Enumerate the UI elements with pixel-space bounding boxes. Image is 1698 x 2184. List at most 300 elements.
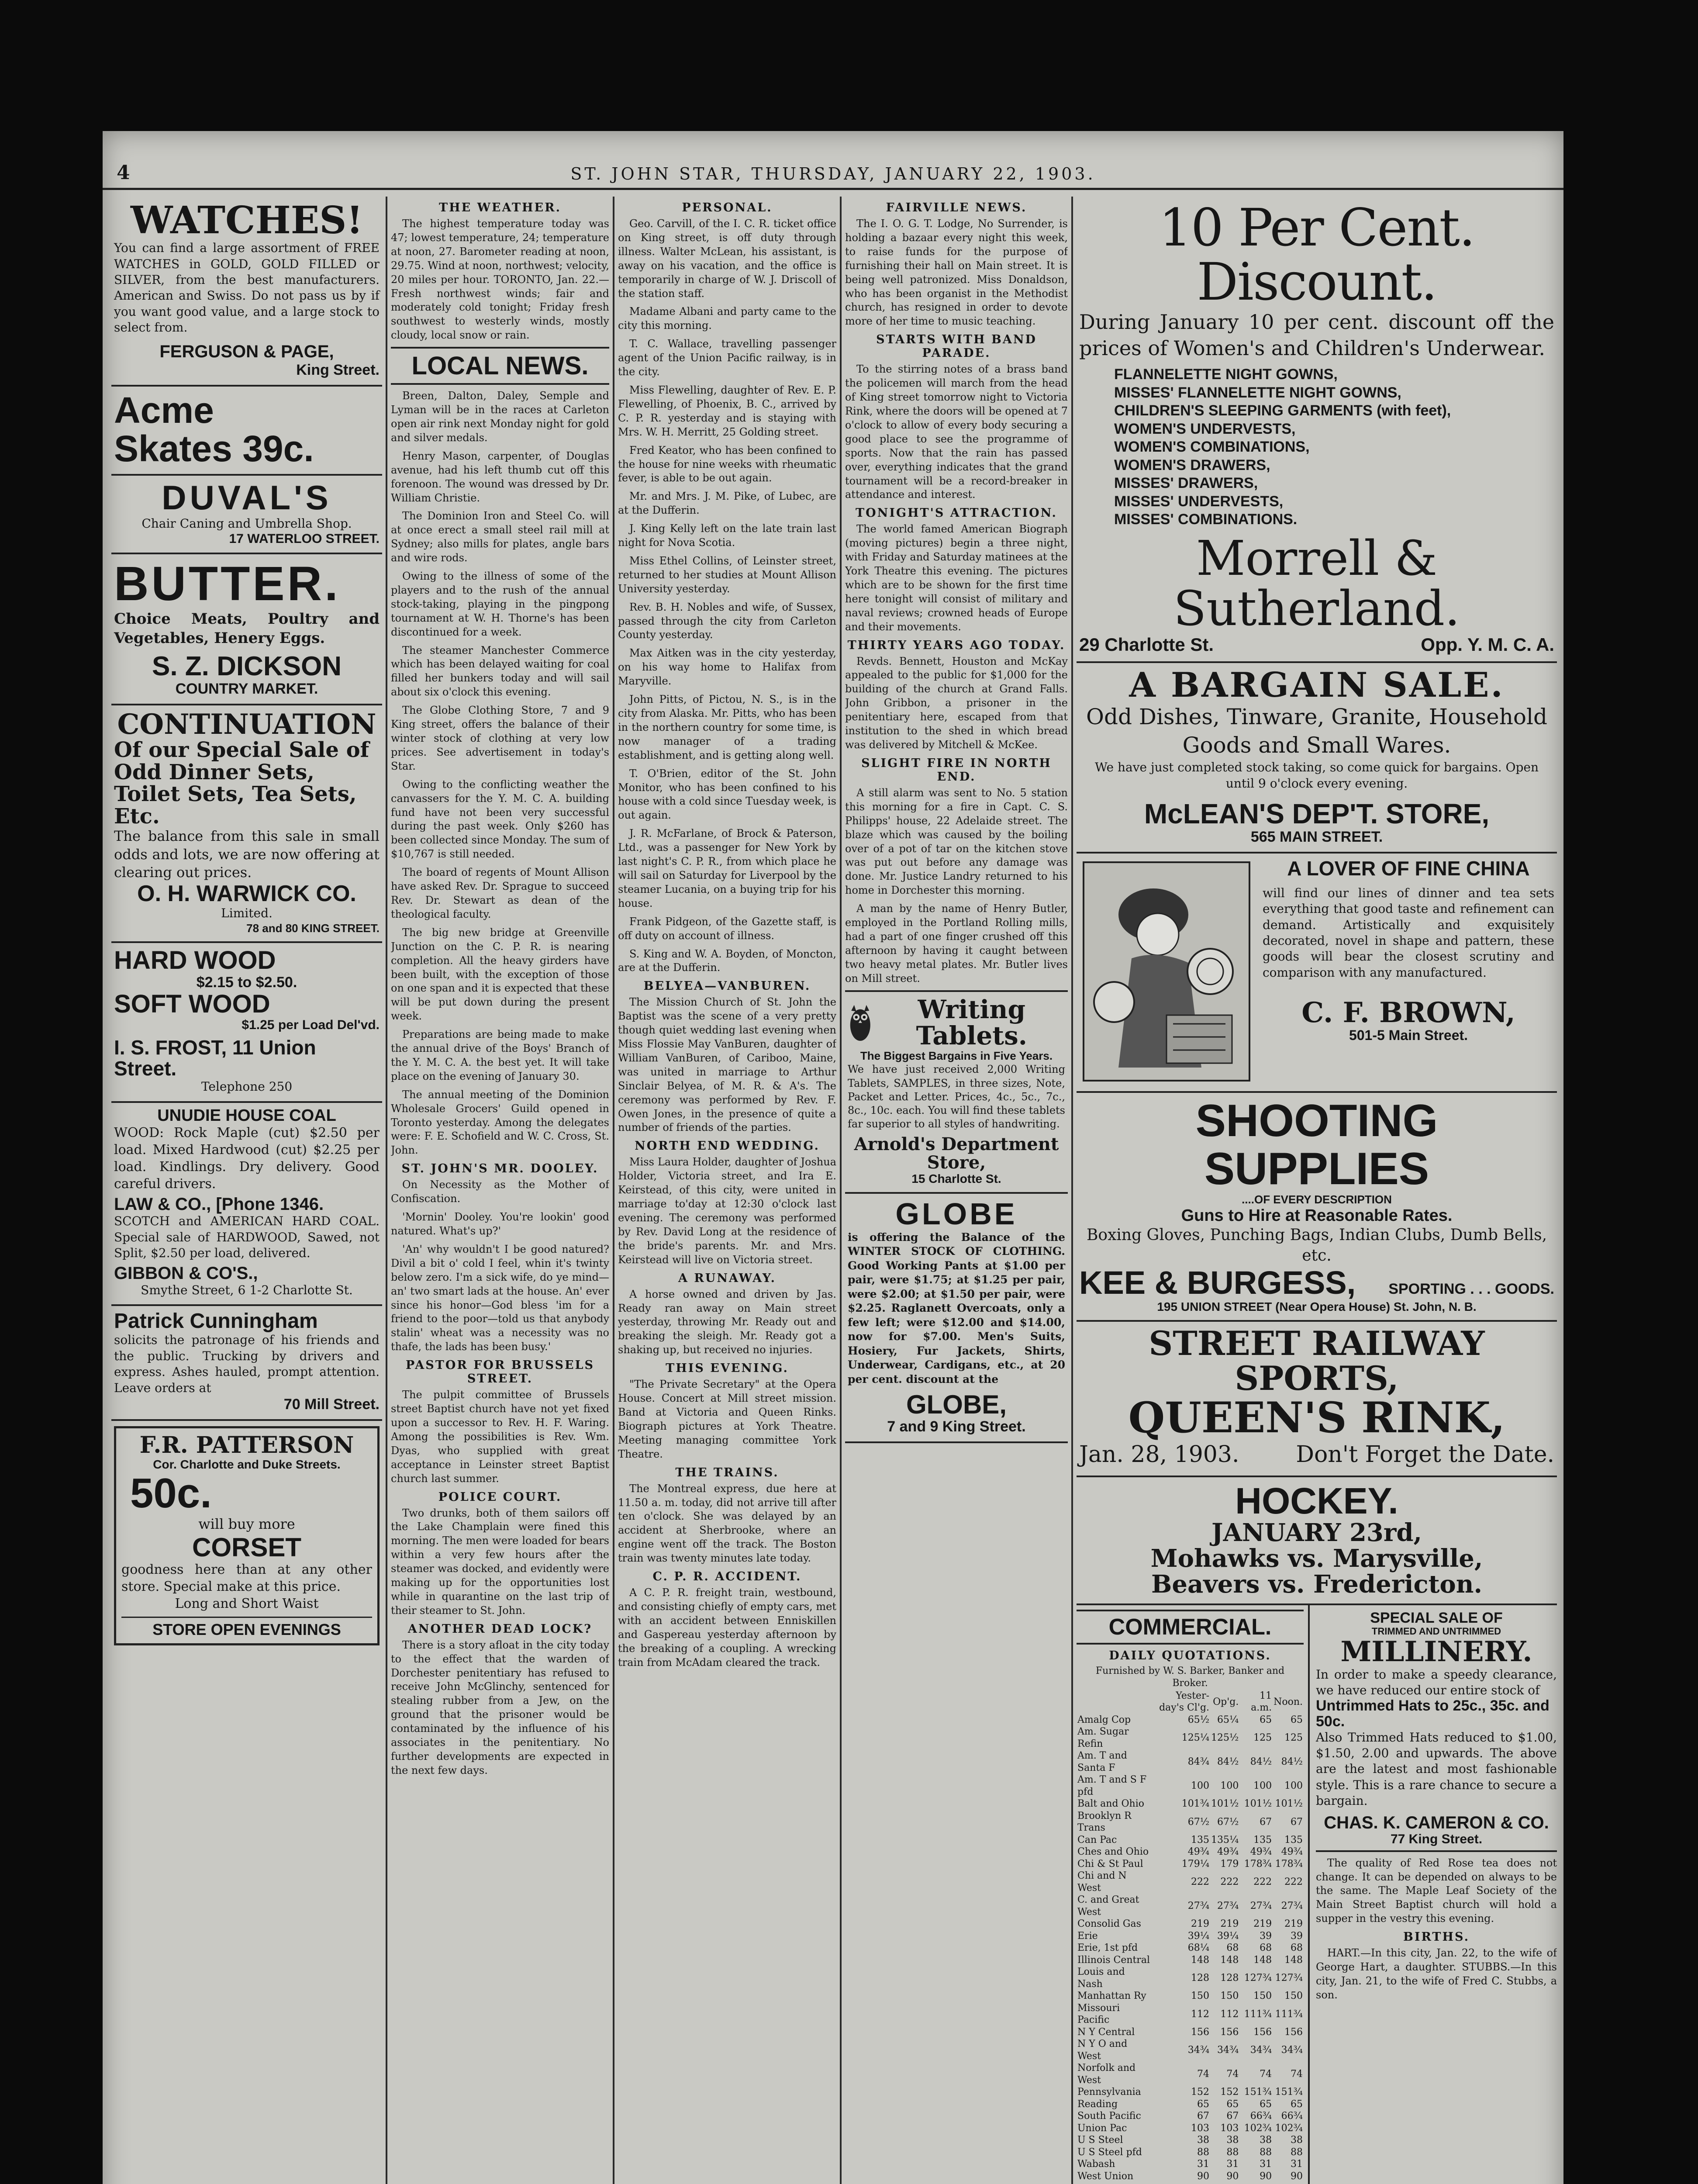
quote-value: 38	[1260, 2135, 1272, 2146]
globe-body: is offering the Balance of the WINTER STOCK OF CLOTHING. Good Working Pants at $1.00 per pair, were $1.75; at $1.25 per pair, were $2.00; at $1.50 per pair, were $2.25. Raglanett Overcoats, only a few left; were $12.00 and $14.00, now for $7.00. Men's Suits, Hosiery, Fur Jackets, Shirts, Underwear, Cardigans, etc., at 20 per cent. discount at the	[848, 1230, 1065, 1386]
quote-stock-name: Chi & St Paul	[1077, 1858, 1143, 1870]
personal-item: Miss Ethel Collins, of Leinster street, returned to her studies at Mount Allison University yesterday.	[618, 554, 836, 595]
quote-value: 152	[1220, 2087, 1239, 2098]
dickson-sub: COUNTRY MARKET.	[175, 681, 318, 698]
shooting-ad	[1077, 1093, 1557, 1322]
quote-value: 49¾	[1250, 1846, 1272, 1858]
local-news-item: Owing to the illness of some of the players and to the rush of the annual stock-taking, playing in the pingpong tournament at W. H. Thorne's has been discontinued for a week.	[391, 570, 609, 638]
quote-value: 31	[1197, 2159, 1210, 2170]
dooley-head: ST. JOHN'S MR. DOOLEY.	[401, 1162, 599, 1176]
thirty-text: Revds. Bennett, Houston and McKay appealed to the public for $1,000 for the building of the church at Grand Falls. John Gribbon, a prisoner in the penitentiary here, escaped from that institution to the shed in which bread was delivered by Mitchell & McKee.	[845, 655, 1068, 751]
band-text: To the stirring notes of a brass band the policemen will march from the head of King street tomorrow night to Victoria Rink, where the doors will be opened at 7 o'clock to allow of every body securing a good place to see the programme of sports. Now that the rain has passed over, everything indicates that the grand tournament will be a record-breaker in attendance and interest.	[845, 363, 1068, 501]
discount-item: WOMEN'S COMBINATIONS,	[1114, 439, 1310, 456]
quote-value: 39¼	[1187, 1930, 1210, 1942]
quote-value: 67½	[1217, 1816, 1239, 1828]
discount-item: MISSES' COMBINATIONS.	[1114, 511, 1298, 528]
quote-value: 125½	[1211, 1732, 1239, 1744]
personal-item: Madame Albani and party came to the city this morning.	[618, 305, 836, 332]
northend-text: Miss Laura Holder, daughter of Joshua Holder, Victoria street, and Ira E. Keirstead, of this city, were united in marriage to'day at 12:30 o'clock last evening. The ceremony was performed by Rev. David Long at the residence of the bride's parents. Mr. and Mrs. Keirstead will live on Victoria street.	[618, 1156, 836, 1266]
quote-value: 102¾	[1275, 2122, 1303, 2134]
commercial-sub: DAILY QUOTATIONS.	[1109, 1648, 1271, 1662]
quotes-table	[1077, 1690, 1304, 2183]
quote-value: 100	[1191, 1780, 1210, 1792]
millinery-body: In order to make a speedy clearance, we have reduced our entire stock of	[1316, 1667, 1557, 1697]
page-header	[103, 162, 1563, 190]
discount-item: FLANNELETTE NIGHT GOWNS,	[1114, 366, 1338, 383]
police-text: Two drunks, both of them sailors off the Lake Champlain were fined this morning. The men were loaded for bears within a very few hours after the steamer was docked, and evidently were making up for the opportunities lost while in quarantine on the last trip of their steamer to St. John.	[391, 1507, 609, 1617]
bargain-goods: Odd Dishes, Tinware, Granite, Household Goods and Small Wares.	[1086, 704, 1548, 758]
china-text	[1263, 858, 1554, 1085]
quote-stock-name: Wabash	[1077, 2159, 1115, 2170]
quote-stock-name: N Y Central	[1077, 2026, 1135, 2038]
notes-text: The quality of Red Rose tea does not change. It can be depended on always to be the same. The Maple Leaf Society of the Main Street Baptist church will hold a supper in the vestry this evening.	[1316, 1856, 1557, 1925]
column-4-news	[845, 197, 1068, 2184]
quote-value: 67	[1197, 2111, 1210, 2122]
local-news-item: Preparations are being made to make the annual drive of the Boys' Branch of the Y. M. C. A. the best yet. It will take place on the evening of January 30.	[391, 1028, 609, 1082]
gibbon-name: GIBBON & CO'S.,	[114, 1263, 258, 1283]
cunningham-ad	[111, 1306, 382, 1421]
quote-value: 49¾	[1187, 1846, 1210, 1858]
quote-value: 222	[1284, 1876, 1303, 1888]
shooting-items: Boxing Gloves, Punching Bags, Indian Clubs, Dumb Bells, etc.	[1086, 1226, 1547, 1265]
quote-value: 125	[1253, 1732, 1272, 1744]
ferguson-street: King Street.	[296, 361, 380, 378]
hockey-date: JANUARY 23rd,	[1211, 1518, 1422, 1548]
quote-stock-name: N Y O and West	[1077, 2039, 1128, 2062]
quote-stock-name: Erie	[1077, 1930, 1098, 1942]
discount-ad	[1077, 197, 1557, 663]
butler-text: A man by the name of Henry Butler, employed in the Portland Rolling mills, had a part of one finger crushed off this afternoon by having it caught between two heavy metal plates. Mr. Butler lives on Mill street.	[845, 902, 1068, 985]
quote-value: 38	[1226, 2135, 1239, 2146]
rink-ad	[1077, 1322, 1557, 1477]
weather-text: The highest temperature today was 47; lowest temperature, 24; temperature at noon, 27. Barometer reading at noon, 29.75. Wind at noon, northwest; velocity, 20 miles per hour. TORONTO, Jan. 22.—Fresh northwest winds; fair and moderately cold tonight; Friday fresh southwest to westerly winds, mostly cloudy, local snow or rain.	[391, 218, 609, 342]
bottom-row	[1077, 1605, 1557, 2184]
column-5-ads	[1077, 197, 1557, 2184]
quote-value: 38	[1291, 2135, 1303, 2146]
coal-ad	[111, 1103, 382, 1306]
quote-value: 49¾	[1217, 1846, 1239, 1858]
arnold-name: Arnold's Department Store,	[854, 1134, 1059, 1173]
quote-row	[1077, 2170, 1304, 2183]
local-news-item: The board of regents of Mount Allison have asked Rev. Dr. Sprague to succeed Rev. Dr. Stewart as dean of the theological faculty.	[391, 866, 609, 920]
quote-value: 88	[1291, 2146, 1303, 2158]
quote-row	[1077, 2086, 1304, 2098]
china-title: A LOVER OF FINE CHINA	[1287, 857, 1530, 880]
patterson-ad	[114, 1426, 380, 1645]
personal-item: John Pitts, of Pictou, N. S., is in the city from Alaska. Mr. Pitts, who has been in the northern country for some time, is now manager of a trading establishment, and is getting along well.	[618, 693, 836, 761]
brown-name: C. F. BROWN,	[1301, 996, 1515, 1030]
quote-stock-name: Am. Sugar Refin	[1077, 1726, 1129, 1749]
quote-value: 67	[1260, 1816, 1272, 1828]
quote-value: 100	[1253, 1780, 1272, 1792]
globe-footer: GLOBE,	[906, 1390, 1007, 1420]
quote-value: 27¾	[1250, 1901, 1272, 1912]
butter-title: BUTTER.	[114, 557, 341, 611]
quote-stock-name: Missouri Pacific	[1077, 2002, 1120, 2026]
kee-goods: SPORTING . . . GOODS.	[1388, 1281, 1554, 1298]
fire-head: SLIGHT FIRE IN NORTH END.	[861, 756, 1052, 784]
column-rule	[613, 197, 614, 2184]
discount-item: MISSES' FLANNELETTE NIGHT GOWNS,	[1114, 384, 1401, 401]
gibbon-addr: Smythe Street, 6 1-2 Charlotte St.	[141, 1282, 353, 1297]
quote-value: 100	[1220, 1780, 1239, 1792]
quote-value: 112	[1220, 2008, 1239, 2020]
morrell-address-row	[1079, 634, 1554, 655]
discount-title: 10 Per Cent. Discount.	[1159, 197, 1475, 312]
quote-value: 156	[1191, 2026, 1210, 2038]
quote-row	[1077, 1834, 1304, 1846]
morrell-addr: 29 Charlotte St.	[1079, 634, 1214, 655]
personal-item: S. King and W. A. Boyden, of Moncton, are at the Dufferin.	[618, 947, 836, 974]
quotes-header-row	[1077, 1690, 1304, 1714]
quote-row	[1077, 1846, 1304, 1858]
quote-value: 34¾	[1217, 2045, 1239, 2056]
quote-value: 103	[1220, 2122, 1239, 2134]
millinery-section	[1316, 1605, 1557, 2184]
fairville-head: FAIRVILLE NEWS.	[886, 201, 1027, 214]
hardwood-label: HARD WOOD	[114, 946, 276, 975]
quote-value: 38	[1197, 2135, 1210, 2146]
page-number: 4	[117, 162, 130, 184]
morrell-opp: Opp. Y. M. C. A.	[1421, 634, 1554, 655]
masthead-line: ST. JOHN STAR, THURSDAY, JANUARY 22, 1903.	[570, 164, 1096, 183]
quote-value: 148	[1220, 1954, 1239, 1966]
millinery-hats: Untrimmed Hats to 25c., 35c. and 50c.	[1316, 1697, 1550, 1730]
discount-body: During January 10 per cent. discount off the prices of Women's and Children's Underwear.	[1079, 310, 1554, 360]
quote-value: 222	[1253, 1876, 1272, 1888]
quote-row	[1077, 1714, 1304, 1726]
quote-stock-name: Can Pac	[1077, 1834, 1117, 1845]
quote-value: 88	[1260, 2146, 1272, 2158]
local-news-item: The annual meeting of the Dominion Wholesale Grocers' Guild opened in Toronto yesterday. Among the delegates were: F. E. Schofield and W. C. Cross, St. John.	[391, 1088, 609, 1157]
quote-value: 152	[1191, 2087, 1210, 2098]
patterson-name: F.R. PATTERSON	[139, 1431, 354, 1458]
quote-value: 103	[1191, 2122, 1210, 2134]
police-head: POLICE COURT.	[438, 1490, 562, 1504]
rink-date: Jan. 28, 1903.	[1079, 1441, 1239, 1468]
quote-value: 39	[1260, 1930, 1272, 1942]
mclean-addr: 565 MAIN STREET.	[1250, 829, 1383, 846]
pastor-text: The pulpit committee of Brussels street Baptist church have not yet fixed upon a successor to Rev. H. F. Waring. Among the possibilities is Rev. Wm. Dyas, who supplied with great acceptance in Leinster street Baptist church last summer.	[391, 1389, 609, 1485]
patterson-body: goodness here than at any other store. Special make at this price.	[121, 1562, 372, 1594]
quote-value: 219	[1284, 1918, 1303, 1930]
quote-value: 156	[1220, 2026, 1239, 2038]
quote-value: 34¾	[1281, 2045, 1303, 2056]
quote-value: 34¾	[1187, 2045, 1210, 2056]
quote-stock-name: Illinois Central	[1077, 1954, 1150, 1966]
quote-row	[1077, 1954, 1304, 1966]
quote-stock-name: Ches and Ohio	[1077, 1846, 1149, 1858]
local-news-item: The Dominion Iron and Steel Co. will at once erect a small steel rail mill at Sydney; also mills for plates, angle bars and wire rods.	[391, 510, 609, 564]
quote-stock-name: Pennsylvania	[1077, 2087, 1141, 2098]
discount-item: CHILDREN'S SLEEPING GARMENTS (with feet),	[1114, 402, 1451, 419]
commercial-section	[1077, 1605, 1310, 2184]
personal-list	[618, 217, 836, 975]
railway-title: STREET RAILWAY SPORTS,	[1149, 1324, 1485, 1398]
quote-value: 178¾	[1275, 1858, 1303, 1870]
quote-value: 135	[1253, 1834, 1272, 1845]
thirty-head: THIRTY YEARS AGO TODAY.	[847, 638, 1066, 652]
quote-value: 219	[1191, 1918, 1210, 1930]
brown-addr: 501-5 Main Street.	[1349, 1027, 1468, 1044]
quotes-column-header	[1077, 1690, 1153, 1714]
rink-date-row	[1079, 1440, 1554, 1470]
quote-stock-name: Am. T and S F pfd	[1077, 1774, 1147, 1797]
bargain-body: We have just completed stock taking, so come quick for bargains. Open until 9 o'clock every evening.	[1095, 760, 1539, 791]
quote-value: 31	[1260, 2159, 1272, 2170]
cunningham-body: solicits the patronage of his friends and the public. Trucking by drivers and express. Ashes hauled, prompt attention. Leave orders at	[114, 1333, 380, 1395]
bargain-title: A BARGAIN SALE.	[1129, 665, 1505, 705]
quote-row	[1077, 2026, 1304, 2039]
quote-row	[1077, 2134, 1304, 2146]
quote-value: 88	[1226, 2146, 1239, 2158]
patterson-item: CORSET	[192, 1532, 302, 1562]
globe-ad	[845, 1194, 1068, 1443]
weather-head: THE WEATHER.	[439, 201, 561, 214]
quote-value: 179¼	[1181, 1858, 1210, 1870]
shooting-sub: ....OF EVERY DESCRIPTION	[1242, 1192, 1392, 1206]
continuation-body: The balance from this sale in small odds and lots, we are now offering at clearing out prices.	[114, 828, 380, 881]
band-head: STARTS WITH BAND PARADE.	[876, 333, 1037, 360]
quote-value: 68¼	[1187, 1942, 1210, 1954]
quote-value: 101½	[1211, 1798, 1239, 1810]
deadlock-head: ANOTHER DEAD LOCK?	[407, 1622, 593, 1636]
discount-item: MISSES' UNDERVESTS,	[1114, 493, 1284, 510]
quote-value: 135	[1284, 1834, 1303, 1845]
quote-value: 127¾	[1275, 1973, 1303, 1984]
births-head: BIRTHS.	[1403, 1930, 1470, 1944]
morrell-name: Morrell & Sutherland.	[1173, 530, 1460, 637]
patterson-buy: will buy more	[198, 1516, 295, 1533]
runaway-text: A horse owned and driven by Jas. Ready ran away on Main street yesterday, throwing Mr. Ready out and breaking the sleigh. Mr. Ready got a shaking up, but received no injuries.	[618, 1288, 836, 1356]
cunningham-addr: 70 Mill Street.	[283, 1396, 380, 1413]
wood-ad	[111, 943, 382, 1103]
quote-value: 111¾	[1244, 2008, 1272, 2020]
quote-stock-name: U S Steel pfd	[1077, 2146, 1142, 2158]
quote-value: 65¼	[1217, 1714, 1239, 1725]
local-news-head: LOCAL NEWS.	[391, 347, 609, 385]
personal-item: J. R. McFarlane, of Brock & Paterson, Ltd., was a passenger for New York by last night's C. P. R., from which place he will sail on Saturday for Liverpool by the steamer Lucania, on a buying trip for his house.	[618, 827, 836, 909]
quote-value: 219	[1220, 1918, 1239, 1930]
quote-stock-name: Brooklyn R Trans	[1077, 1810, 1132, 1834]
quote-stock-name: Balt and Ohio	[1077, 1798, 1145, 1810]
quote-row	[1077, 1798, 1304, 1810]
quote-value: 65	[1260, 1714, 1272, 1725]
acme-line2: Skates 39c.	[114, 428, 314, 469]
quote-value: 135¼	[1211, 1834, 1239, 1845]
quote-row	[1077, 2146, 1304, 2159]
quote-value: 100	[1284, 1780, 1303, 1792]
column-rule	[386, 197, 387, 2184]
evening-head: THIS EVENING.	[666, 1362, 789, 1375]
quote-stock-name: Chi and N West	[1077, 1870, 1127, 1894]
quote-stock-name: Reading	[1077, 2098, 1118, 2110]
fairville-text: The I. O. G. T. Lodge, No Surrender, is holding a bazaar every night this week, to raise funds for the purpose of furnishing their hall on Main street. It is being well patronized. Miss Donaldson, who has been organist in the Methodist church, has resigned in order to devote more of her time to music teaching.	[845, 218, 1068, 328]
quote-value: 31	[1226, 2159, 1239, 2170]
patterson-sub: Cor. Charlotte and Duke Streets.	[153, 1457, 341, 1471]
quote-row	[1077, 2038, 1304, 2062]
quote-value: 135	[1191, 1834, 1210, 1845]
quote-value: 68	[1226, 1942, 1239, 1954]
kee-row	[1079, 1266, 1554, 1300]
column-3-personal	[618, 197, 836, 2184]
quote-value: 219	[1253, 1918, 1272, 1930]
frost-phone: Telephone 250	[201, 1079, 293, 1094]
personal-item: Rev. B. H. Nobles and wife, of Sussex, passed through the city from Carleton County yesterday.	[618, 601, 836, 641]
quote-value: 34¾	[1250, 2045, 1272, 2056]
quote-value: 65	[1260, 2098, 1272, 2110]
belyea-text: The Mission Church of St. John the Baptist was the scene of a very pretty though quiet wedding last evening when Miss Flossie May VanBuren, daughter of William VanBuren, of Cariboo, Maine, was united in marriage to Arthur Sinclair Belyea, of M. R. & A's. The ceremony was performed by Rev. F. Owen Jones, in the presence of quite a number of friends of the parties.	[618, 996, 836, 1134]
quote-value: 67	[1291, 1816, 1303, 1828]
softwood-price: $1.25 per Load Del'vd.	[242, 1017, 380, 1032]
quote-value: 39¼	[1217, 1930, 1239, 1942]
personal-item: T. O'Brien, editor of the St. John Monitor, who has been confined to his house with a cold since Tuesday week, is out again.	[618, 767, 836, 822]
softwood-label: SOFT WOOD	[114, 989, 270, 1018]
quote-value: 151¾	[1275, 2087, 1303, 2098]
dooley-paragraph: 'An' why wouldn't I be good natured? Divil a bit o' cold I feel, whin it's twinty below zero. I'm a sick wife, do ye mind—an' two smart lads at the house. An' ever since his honor—God bless 'im for a friend to the poor—told us that anybody stalin' wheat was a necessity was no thafe, the lads has been busy.'	[391, 1243, 609, 1353]
quote-row	[1077, 1990, 1304, 2002]
column-rule	[1071, 197, 1073, 2184]
watches-title: WATCHES!	[130, 198, 363, 242]
unudie-title: UNUDIE HOUSE COAL	[157, 1106, 336, 1125]
personal-item: Geo. Carvill, of the I. C. R. ticket office on King street, is off duty through illness. Walter McLean, his assistant, is away on his vacation, and the office is temporarily in charge of W. J. Driscoll of the station staff.	[618, 218, 836, 300]
quote-row	[1077, 1750, 1304, 1774]
cameron-addr: 77 King Street.	[1316, 1832, 1557, 1852]
rink-title: QUEEN'S RINK,	[1128, 1393, 1505, 1442]
local-news-item: The steamer Manchester Commerce which has been delayed waiting for coal filled her bunkers today and will sail about six o'clock this evening.	[391, 644, 609, 698]
tablets-ad	[845, 990, 1068, 1194]
quote-stock-name: Am. T and Santa F	[1077, 1750, 1127, 1773]
tablets-header	[848, 996, 1065, 1050]
local-news-item: Breen, Dalton, Daley, Semple and Lyman will be in the races at Carleton open air rink next Monday night for gold and silver medals.	[391, 390, 609, 444]
quote-value: 101½	[1244, 1798, 1272, 1810]
quote-value: 27¾	[1187, 1901, 1210, 1912]
quote-stock-name: U S Steel	[1077, 2135, 1123, 2146]
column-2-news	[391, 197, 609, 2184]
quote-row	[1077, 1810, 1304, 1834]
quote-value: 65	[1291, 1714, 1303, 1725]
quote-value: 39	[1291, 1930, 1303, 1942]
quote-value: 67	[1226, 2111, 1239, 2122]
continuation-title: CONTINUATION	[117, 708, 376, 741]
quote-value: 128	[1220, 1973, 1239, 1984]
duval-sub: Chair Caning and Umbrella Shop.	[142, 516, 352, 531]
quote-row	[1077, 1966, 1304, 1990]
quote-row	[1077, 2110, 1304, 2122]
personal-item: Fred Keator, who has been confined to the house for nine weeks with rheumatic fever, is able to be out again.	[618, 444, 836, 484]
quote-row	[1077, 1894, 1304, 1918]
quote-value: 150	[1284, 1990, 1303, 2002]
duval-addr: 17 WATERLOO STREET.	[229, 532, 380, 546]
dooley-paragraph: On Necessity as the Mother of Confiscation.	[391, 1178, 609, 1205]
dooley-list	[391, 1178, 609, 1354]
personal-item: Miss Flewelling, daughter of Rev. E. P. Flewelling, of Phoenix, B. C., arrived by C. P. R. yesterday and is staying with Mrs. W. H. Merritt, 25 Golding street.	[618, 384, 836, 438]
quote-value: 65	[1197, 2098, 1210, 2110]
millinery-trim: TRIMMED AND UNTRIMMED	[1371, 1626, 1501, 1637]
acme-skates-ad	[111, 387, 382, 476]
duval-ad	[111, 476, 382, 554]
quote-value: 65	[1226, 2098, 1239, 2110]
quote-value: 65½	[1187, 1714, 1210, 1725]
quote-row	[1077, 1942, 1304, 1954]
quote-value: 156	[1284, 2026, 1303, 2038]
quote-row	[1077, 1870, 1304, 1894]
watches-ad	[111, 197, 382, 387]
quote-stock-name: South Pacific	[1077, 2111, 1141, 2122]
continuation-sub: Of our Special Sale of Odd Dinner Sets, Toilet Sets, Tea Sets, Etc.	[114, 738, 369, 829]
frost-name: I. S. FROST, 11 Union Street.	[114, 1036, 316, 1080]
fire-text: A still alarm was sent to No. 5 station this morning for a fire in Capt. C. S. Philipps' house, 22 Adelaide street. The blaze which was caused by the boiling over of a pot of tar on the kitchen stove was put out before any damage was done. Mr. Justice Landry returned to his home in Dorchester this morning.	[845, 786, 1068, 897]
cpr-head: C. P. R. ACCIDENT.	[652, 1570, 802, 1584]
quote-stock-name: West Union	[1077, 2170, 1134, 2182]
quote-value: 90	[1291, 2170, 1303, 2182]
attraction-text: The world famed American Biograph (moving pictures) begin a three night, with Friday and Saturday matinees at the York Theatre this evening. The pictures which are to be shown for the first time here tonight will consist of military and naval reviews; crowned heads of Europe and their movements.	[845, 523, 1068, 633]
hockey-ad	[1077, 1477, 1557, 1605]
quote-value: 127¾	[1244, 1973, 1272, 1984]
china-row	[1079, 858, 1554, 1085]
kee-addr: 195 UNION STREET (Near Opera House) St. John, N. B.	[1157, 1300, 1477, 1314]
northend-head: NORTH END WEDDING.	[635, 1139, 820, 1153]
quote-value: 128	[1191, 1973, 1210, 1984]
quote-value: 84½	[1217, 1756, 1239, 1768]
butter-ad	[111, 554, 382, 705]
quotes-body	[1077, 1714, 1304, 2183]
watches-body: You can find a large assortment of FREE WATCHES in GOLD, GOLD FILLED or SILVER, from the best manufacturers. American and Swiss. Do not pass us by if you want good value, and a large stock to select from.	[114, 241, 380, 335]
attraction-head: TONIGHT'S ATTRACTION.	[856, 506, 1057, 520]
quote-row	[1077, 1774, 1304, 1798]
quote-value: 125¼	[1181, 1732, 1210, 1744]
discount-item: WOMEN'S UNDERVESTS,	[1114, 420, 1296, 437]
quote-value: 90	[1226, 2170, 1239, 2182]
quote-value: 74	[1197, 2069, 1210, 2080]
quote-value: 151¾	[1244, 2087, 1272, 2098]
dickson-name: S. Z. DICKSON	[152, 651, 342, 682]
ferguson-name: FERGUSON & PAGE,	[159, 342, 334, 361]
quote-value: 150	[1253, 1990, 1272, 2002]
quote-value: 84½	[1281, 1756, 1303, 1768]
local-news-item: Henry Mason, carpenter, of Douglas avenue, had his left thumb cut off this forenoon. The wound was dressed by Dr. William Christie.	[391, 449, 609, 504]
quote-value: 31	[1291, 2159, 1303, 2170]
quote-value: 179	[1220, 1858, 1239, 1870]
personal-item: Frank Pidgeon, of the Gazette staff, is off duty on account of illness.	[618, 915, 836, 942]
trains-text: The Montreal express, due here at 11.50 a. m. today, did not arrive till after ten o'clock. She was delayed by an accident at Sherbrooke, where an engine went off the track. The Boston train was twenty minutes late today.	[618, 1482, 836, 1565]
local-news-item: Owing to the conflicting weather the canvassers for the Y. M. C. A. building fund have not been very successful during the past week. Only $260 has been collected since Monday. The sum of $10,767 is still needed.	[391, 778, 609, 860]
tablets-sub: The Biggest Bargains in Five Years.	[860, 1049, 1053, 1063]
quote-value: 88	[1197, 2146, 1210, 2158]
quote-value: 90	[1260, 2170, 1272, 2182]
quote-value: 74	[1291, 2069, 1303, 2080]
patterson-waist: Long and Short Waist	[175, 1596, 319, 1611]
hockey-game1: Mohawks vs. Marysville,	[1150, 1544, 1483, 1573]
quote-value: 90	[1197, 2170, 1210, 2182]
unudie-body: WOOD: Rock Maple (cut) $2.50 per load. Mixed Hardwood (cut) $2.25 per load. Kindlings. Dry delivery. Good careful drivers.	[114, 1125, 380, 1192]
quote-stock-name: C. and Great West	[1077, 1894, 1139, 1918]
personal-item: Max Aitken was in the city yesterday, on his way home to Halifax from Maryville.	[618, 647, 836, 688]
local-news-list	[391, 389, 609, 1158]
shooting-title: SHOOTING SUPPLIES	[1195, 1095, 1438, 1194]
quote-value: 49¾	[1281, 1846, 1303, 1858]
warwick-sub: Limited.	[221, 906, 273, 921]
quote-value: 84½	[1250, 1756, 1272, 1768]
duval-name: DUVAL'S	[162, 478, 332, 517]
rink-note: Don't Forget the Date.	[1296, 1441, 1554, 1468]
quote-value: 112	[1191, 2008, 1210, 2020]
quote-row	[1077, 1726, 1304, 1750]
bargain-ad	[1077, 663, 1557, 854]
quote-row	[1077, 1858, 1304, 1870]
quote-stock-name: Norfolk and West	[1077, 2063, 1136, 2086]
quote-row	[1077, 2098, 1304, 2111]
